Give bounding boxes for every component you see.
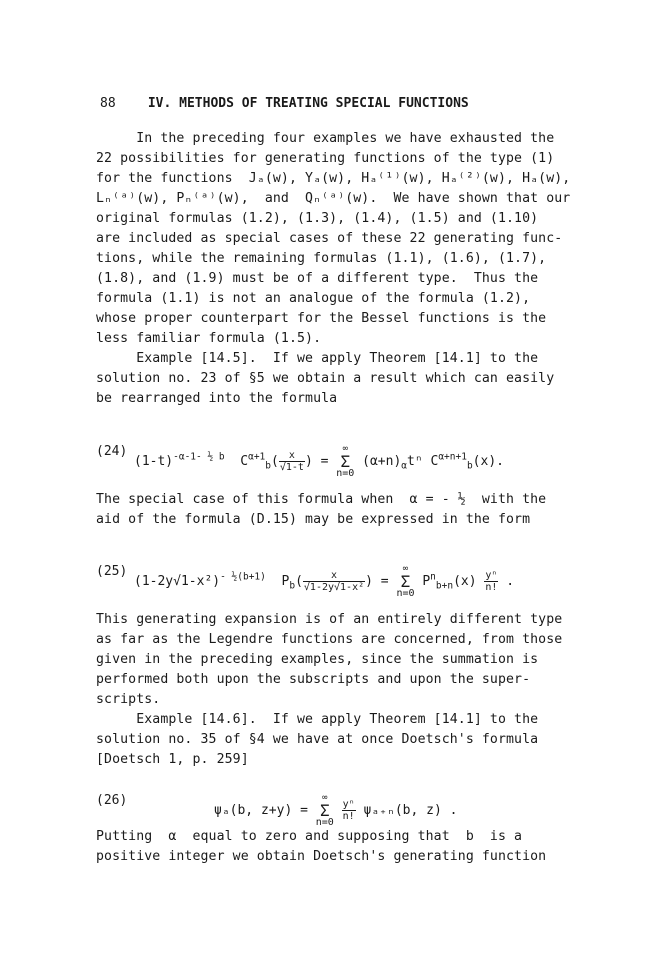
equation-tag: (24) bbox=[96, 444, 128, 459]
eq-c2-sup: α+n+1 bbox=[438, 451, 467, 463]
equation-body: $(1-2y√1-x^2)^{- \frac{1}{2}(b+1)}$ $P_b$( $\frac{x}{\text{√1-2y√1-x²}}$ ) = ∞ Σ n=0 $P^n_{b+n}(x)$ $\frac{\text{yⁿ}}{n!}$ . bbox=[134, 564, 515, 599]
summation-symbol bbox=[396, 564, 414, 599]
text-line: 22 possibilities for generating functions of the type (1) bbox=[96, 151, 555, 166]
sum-lower: n=0 bbox=[336, 468, 355, 479]
running-header bbox=[100, 96, 469, 111]
eq-p1: P bbox=[281, 574, 290, 589]
eq-c2-sub: b bbox=[466, 460, 473, 472]
eq-t-power: tⁿ bbox=[407, 454, 423, 469]
text-line: be rearranged into the formula bbox=[96, 391, 338, 406]
text-line: Example [14.5]. If we apply Theorem [14.1] to the bbox=[96, 351, 539, 366]
eq-fraction-yn bbox=[342, 799, 356, 822]
eq-fraction-yn bbox=[484, 570, 498, 593]
equation-26 bbox=[96, 780, 516, 828]
eq-p1-sub: b bbox=[289, 580, 296, 592]
fraction-numerator: yⁿ bbox=[485, 570, 498, 581]
eq-p2: P bbox=[422, 574, 431, 589]
sum-upper: ∞ bbox=[342, 444, 348, 454]
eq-fraction bbox=[279, 450, 305, 473]
fraction-denominator: n! bbox=[342, 811, 355, 822]
text-line: This generating expansion is of an entirely different type bbox=[96, 612, 563, 627]
chapter-title: IV. METHODS OF TREATING SPECIAL FUNCTIONS bbox=[147, 96, 469, 111]
fraction-denominator: √1-2y√1-x² bbox=[303, 582, 365, 593]
sum-upper: ∞ bbox=[402, 564, 409, 574]
eq-binomial: (α+n) bbox=[362, 454, 402, 469]
eq-p2-sup: n bbox=[430, 571, 436, 583]
eq-equals: = bbox=[320, 454, 329, 469]
eq-end: . bbox=[506, 574, 515, 589]
equation-24 bbox=[96, 432, 556, 479]
eq-lhs: (1-2y√1-x²) bbox=[134, 574, 221, 589]
eq-c1: C bbox=[240, 454, 249, 469]
eq-equals: = bbox=[380, 574, 389, 589]
eq-lhs: ψₐ(b, z+y) bbox=[214, 803, 293, 818]
text-line: as far as the Legendre functions are concerned, from those bbox=[96, 632, 563, 647]
text-line: are included as special cases of these 22 generating func- bbox=[96, 231, 563, 246]
eq-rhs: ψₐ₊ₙ(b, z) . bbox=[363, 803, 458, 818]
eq-c1-sub: b bbox=[265, 460, 272, 472]
eq-lhs-base: (1-t) bbox=[134, 454, 174, 469]
text-line: Lₙ⁽ᵃ⁾(w), Pₙ⁽ᵃ⁾(w), and Qₙ⁽ᵃ⁾(w). We have shown that our bbox=[96, 191, 571, 206]
page-number: 88 bbox=[100, 96, 116, 111]
text-line: aid of the formula (D.15) may be expressed in the form bbox=[96, 512, 531, 527]
text-line: [Doetsch 1, p. 259] bbox=[96, 752, 249, 767]
eq-binomial-lower: α bbox=[401, 460, 408, 472]
text-line: positive integer we obtain Doetsch's generating function bbox=[96, 849, 547, 864]
equation-25 bbox=[96, 552, 596, 599]
text-line: tions, while the remaining formulas (1.1), (1.6), (1.7), bbox=[96, 251, 547, 266]
text-line: given in the preceding examples, since the summation is bbox=[96, 652, 539, 667]
equation-body bbox=[214, 793, 457, 828]
text-line: solution no. 23 of §5 we obtain a result which can easily bbox=[96, 371, 555, 386]
equation-tag: (25) bbox=[96, 564, 128, 579]
sigma: Σ bbox=[400, 572, 411, 591]
fraction-numerator: x bbox=[303, 570, 365, 582]
text-line: solution no. 35 of §4 we have at once Doetsch's formula bbox=[96, 732, 539, 747]
equation-tag: (26) bbox=[96, 793, 128, 808]
text-line: formula (1.1) is not an analogue of the formula (1.2), bbox=[96, 291, 531, 306]
fraction-denominator: √1-t bbox=[279, 462, 304, 473]
text-line: whose proper counterpart for the Bessel functions is the bbox=[96, 311, 547, 326]
text-line: (1.8), and (1.9) must be of a different type. Thus the bbox=[96, 271, 539, 286]
eq-p2-sub: b+n bbox=[435, 580, 454, 592]
sum-lower: n=0 bbox=[396, 588, 415, 599]
summation-symbol bbox=[336, 444, 354, 479]
text-line: Putting α equal to zero and supposing that b is a bbox=[96, 829, 523, 844]
text-line: scripts. bbox=[96, 692, 161, 707]
eq-p2-arg: (x) bbox=[453, 574, 477, 589]
fraction-numerator: yⁿ bbox=[342, 799, 355, 810]
text-line: less familiar formula (1.5). bbox=[96, 331, 322, 346]
text-line: The special case of this formula when α = - ½ with the bbox=[96, 492, 547, 507]
text-line: In the preceding four examples we have exhausted the bbox=[96, 131, 555, 146]
sigma: Σ bbox=[340, 452, 351, 471]
eq-c2: C bbox=[430, 454, 439, 469]
text-line: Example [14.6]. If we apply Theorem [14.1] to the bbox=[96, 712, 539, 727]
fraction-denominator: n! bbox=[485, 582, 498, 593]
eq-lhs-exponent: - ½(b+1) bbox=[220, 571, 266, 583]
eq-c1-sup: α+1 bbox=[248, 451, 266, 463]
eq-fraction bbox=[303, 570, 365, 593]
eq-c2-arg: (x). bbox=[472, 454, 504, 469]
text-line: performed both upon the subscripts and upon the super- bbox=[96, 672, 531, 687]
sum-upper: ∞ bbox=[322, 793, 328, 803]
text-line: original formulas (1.2), (1.3), (1.4), (1.5) and (1.10) bbox=[96, 211, 539, 226]
summation-symbol bbox=[316, 793, 334, 828]
sigma: Σ bbox=[319, 801, 330, 820]
equation-body: $(1-t)^{-\alpha-1- \frac{1}{2} b}$ $C^{\alpha+1}_b$( $\frac{x}{√1-t}$ ) = ∞ Σ n=0 $(\alpha+n)_\alpha t^n$ $C^{\alpha+n+1}_b(x)$. bbox=[134, 444, 504, 479]
fraction-numerator: x bbox=[279, 450, 305, 462]
sum-lower: n=0 bbox=[315, 817, 334, 828]
eq-equals: = bbox=[300, 803, 308, 818]
eq-lhs-exponent: -α-1- ½ b bbox=[173, 451, 225, 463]
text-line: for the functions Jₐ(w), Yₐ(w), Hₐ⁽¹⁾(w), Hₐ⁽²⁾(w), Hₐ(w), bbox=[96, 171, 571, 186]
